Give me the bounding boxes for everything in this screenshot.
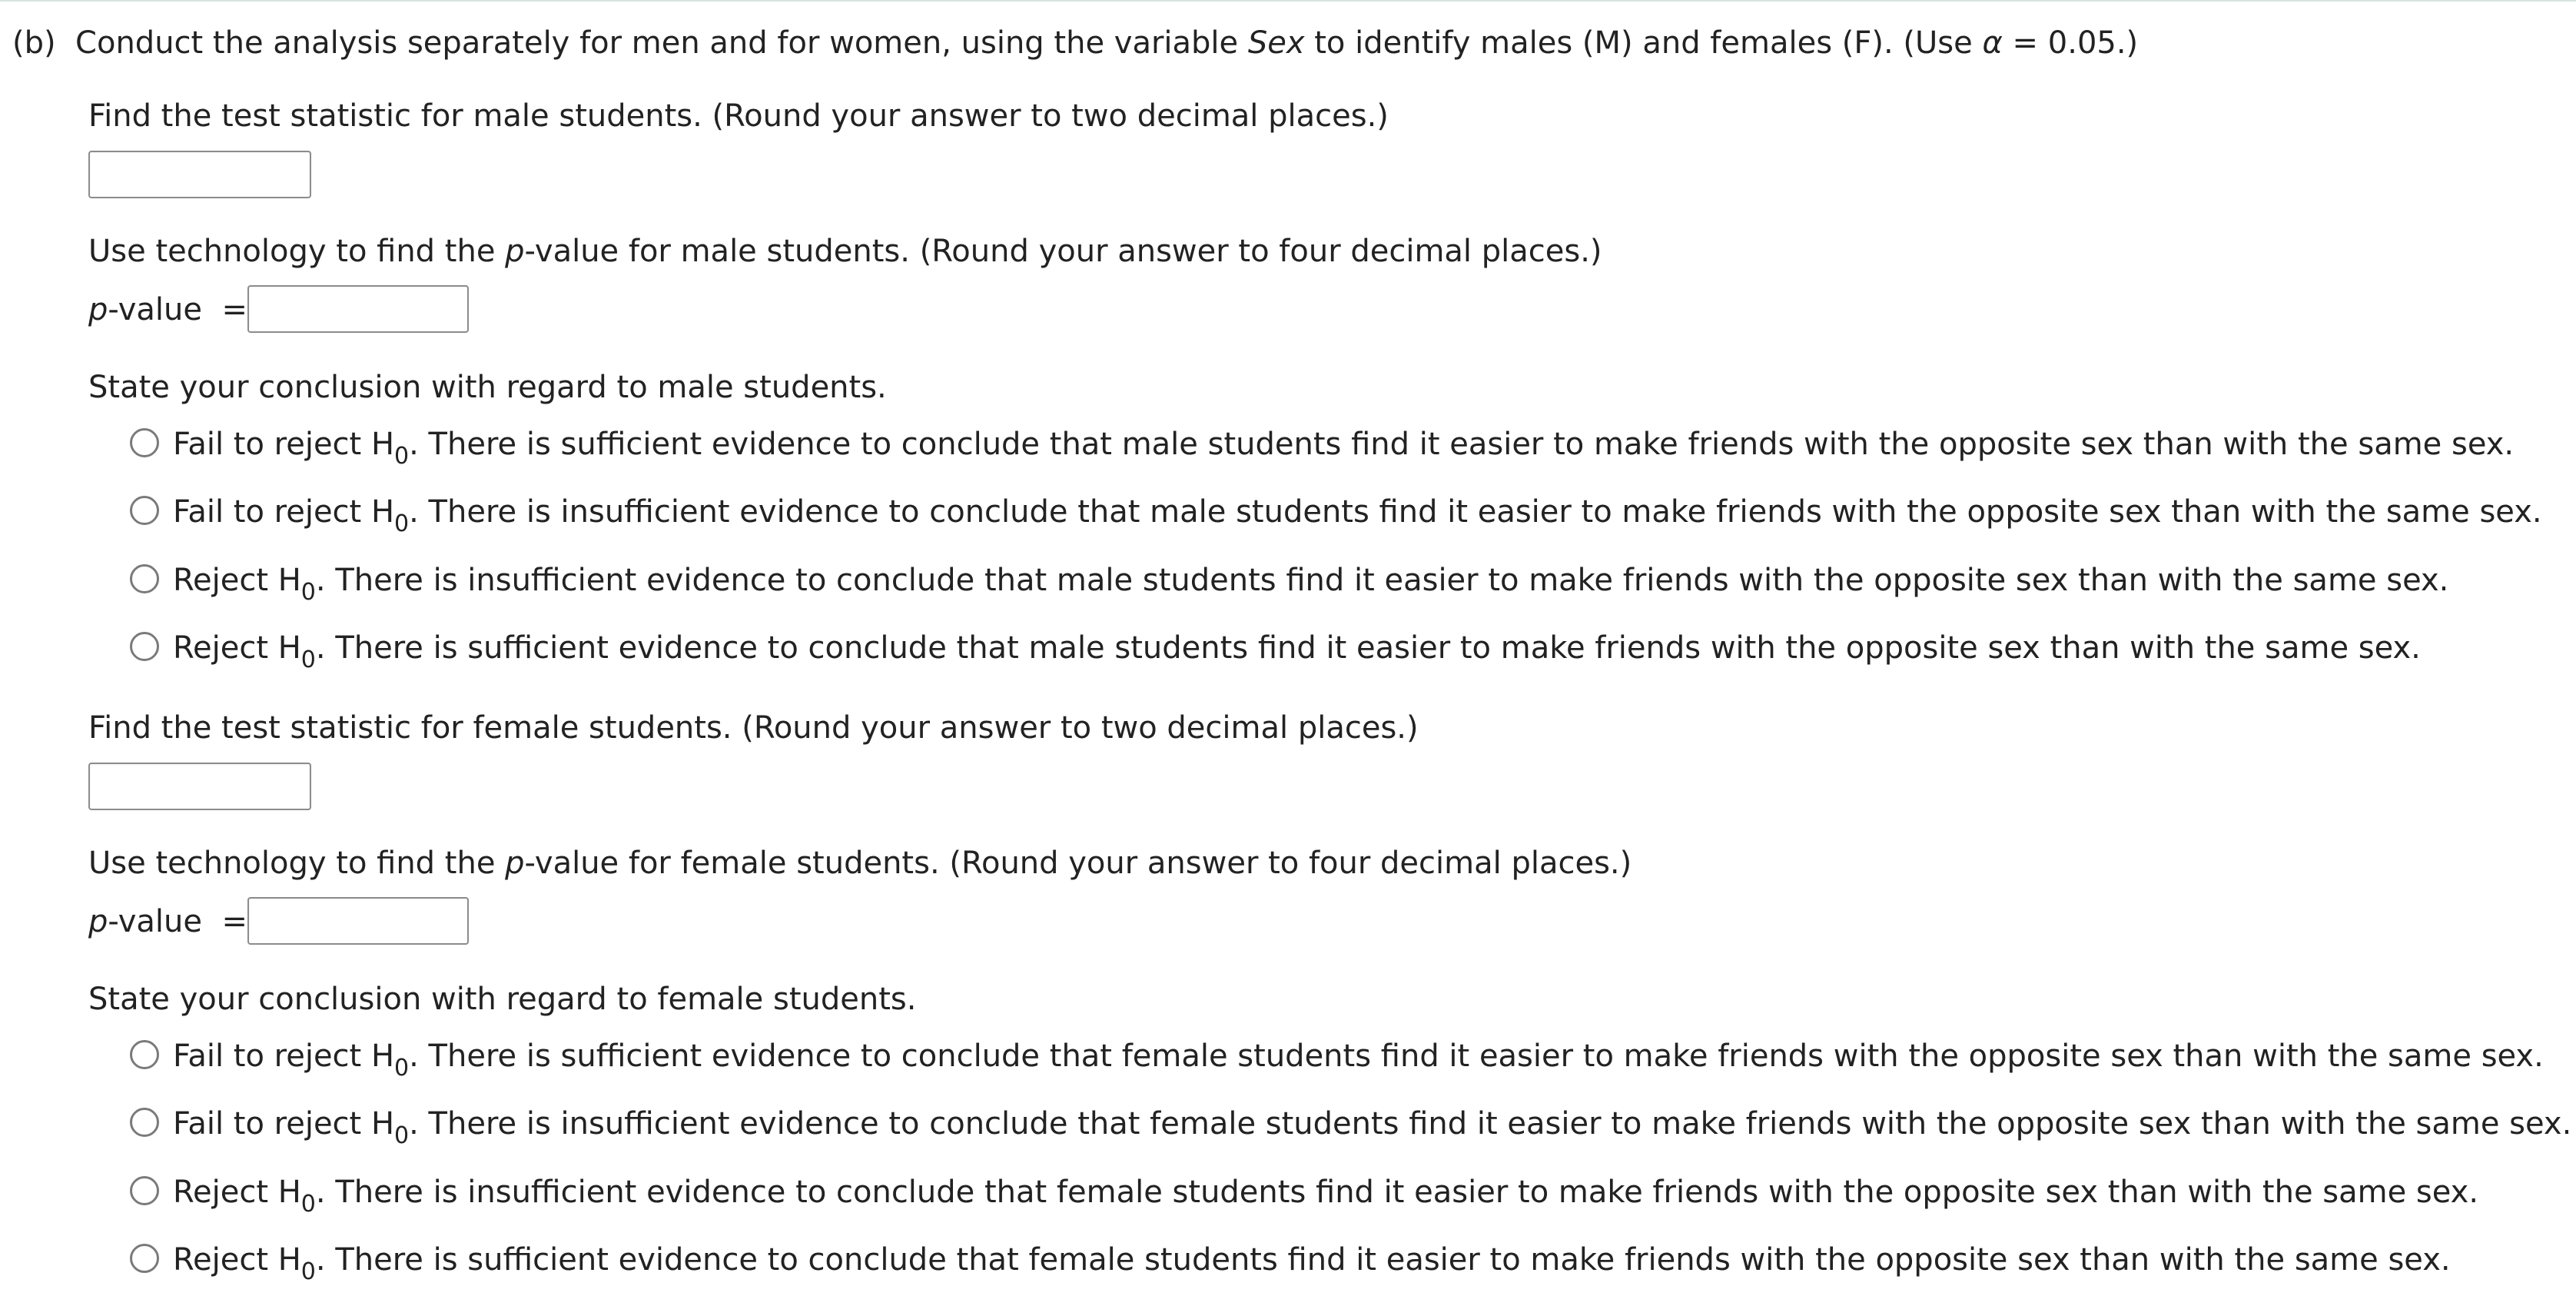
male-option-4-rest: . There is sufficient evidence to conclude that male students find it easier to make friends with the opposite sex than with the same sex. xyxy=(315,630,2421,666)
female-test-stat-input[interactable] xyxy=(88,763,311,810)
alpha-value: = 0.05.) xyxy=(2002,25,2139,61)
top-border xyxy=(0,0,2576,2)
male-option-3-sub: 0 xyxy=(300,579,316,606)
male-test-stat-input[interactable] xyxy=(88,151,311,198)
male-pvalue-prompt xyxy=(88,236,1602,267)
female-option-4-sub: 0 xyxy=(300,1258,316,1285)
female-option-2-radio[interactable] xyxy=(130,1108,159,1137)
female-option-4-lead: Reject H xyxy=(173,1242,301,1278)
male-option-2-radio[interactable] xyxy=(130,496,159,525)
male-option-1-rest: . There is sufficient evidence to conclude that male students find it easier to make friends with the opposite sex than with the same sex. xyxy=(409,427,2515,462)
male-pvalue-input[interactable] xyxy=(247,285,469,333)
male-conclusion-prompt: State your conclusion with regard to male students. xyxy=(88,370,887,405)
female-option-4-label[interactable] xyxy=(173,1242,2451,1285)
female-pvalue-prompt-text-1: Use technology to find the xyxy=(88,846,506,881)
male-pvalue-prompt-p: p xyxy=(505,234,525,269)
male-option-2-sub: 0 xyxy=(394,510,410,537)
female-option-1-radio[interactable] xyxy=(130,1040,159,1069)
male-option-3-label[interactable] xyxy=(173,563,2449,606)
male-option-2-label[interactable] xyxy=(173,494,2542,537)
alpha-symbol: α xyxy=(1982,25,2003,61)
female-option-3-label[interactable] xyxy=(173,1175,2479,1218)
part-label: (b) xyxy=(12,25,56,61)
male-option-2-lead: Fail to reject H xyxy=(173,494,395,530)
male-option-3-radio[interactable] xyxy=(130,564,159,593)
male-pvalue-prompt-text-2: -value for male students. (Round your answer to four decimal places.) xyxy=(524,234,1602,269)
female-option-2-lead: Fail to reject H xyxy=(173,1106,395,1142)
intro-text-1: Conduct the analysis separately for men and for women, using the variable xyxy=(75,25,1248,61)
female-pvalue-label xyxy=(88,906,247,937)
male-option-4-lead: Reject H xyxy=(173,630,301,666)
male-option-4-label[interactable] xyxy=(173,630,2421,673)
female-option-1-rest: . There is sufficient evidence to conclude that female students find it easier to make friends with the opposite sex than with the same sex. xyxy=(409,1039,2544,1074)
female-pvalue-prompt-text-2: -value for female students. (Round your answer to four decimal places.) xyxy=(524,846,1632,881)
female-option-3-lead: Reject H xyxy=(173,1175,301,1210)
male-option-1-lead: Fail to reject H xyxy=(173,427,395,462)
male-pvalue-label-p: p xyxy=(88,292,108,327)
male-option-2-rest: . There is insufficient evidence to conclude that male students find it easier to make friends with the opposite sex than with the same sex. xyxy=(409,494,2542,530)
female-option-1-label[interactable] xyxy=(173,1039,2544,1082)
female-conclusion-prompt: State your conclusion with regard to female students. xyxy=(88,982,917,1017)
male-pvalue-prompt-text-1: Use technology to find the xyxy=(88,234,506,269)
female-pvalue-input[interactable] xyxy=(247,897,469,945)
female-pvalue-label-p: p xyxy=(88,904,108,939)
male-option-1-sub: 0 xyxy=(394,443,410,470)
female-option-2-rest: . There is insufficient evidence to conclude that female students find it easier to make friends with the opposite sex than with the same sex. xyxy=(409,1106,2572,1142)
female-option-1-lead: Fail to reject H xyxy=(173,1039,395,1074)
female-option-4-rest: . There is sufficient evidence to conclude that female students find it easier to make friends with the opposite sex than with the same sex. xyxy=(315,1242,2451,1278)
male-pvalue-label-rest: -value = xyxy=(108,292,247,327)
male-option-3-rest: . There is insufficient evidence to conclude that male students find it easier to make friends with the opposite sex than with the same sex. xyxy=(315,563,2449,598)
male-test-stat-prompt: Find the test statistic for male students. (Round your answer to two decimal places.) xyxy=(88,98,1389,134)
female-option-2-label[interactable] xyxy=(173,1106,2572,1149)
female-pvalue-label-rest: -value = xyxy=(108,904,247,939)
female-option-1-sub: 0 xyxy=(394,1055,410,1082)
female-option-3-rest: . There is insufficient evidence to conclude that female students find it easier to make friends with the opposite sex than with the same sex. xyxy=(315,1175,2479,1210)
female-option-3-radio[interactable] xyxy=(130,1176,159,1205)
male-option-4-sub: 0 xyxy=(300,646,316,673)
intro-sex-word: Sex xyxy=(1247,25,1305,61)
female-option-2-sub: 0 xyxy=(394,1122,410,1149)
female-option-3-sub: 0 xyxy=(300,1191,316,1218)
male-option-4-radio[interactable] xyxy=(130,632,159,661)
male-option-3-lead: Reject H xyxy=(173,563,301,598)
female-option-4-radio[interactable] xyxy=(130,1244,159,1273)
female-pvalue-prompt xyxy=(88,848,1632,879)
question-heading xyxy=(12,25,2139,61)
male-option-1-label[interactable] xyxy=(173,427,2515,470)
female-test-stat-prompt: Find the test statistic for female students. (Round your answer to two decimal places.) xyxy=(88,710,1419,746)
intro-text-2: to identify males (M) and females (F). (Use xyxy=(1304,25,1983,61)
male-option-1-radio[interactable] xyxy=(130,428,159,457)
male-pvalue-label xyxy=(88,294,247,325)
female-pvalue-prompt-p: p xyxy=(505,846,525,881)
